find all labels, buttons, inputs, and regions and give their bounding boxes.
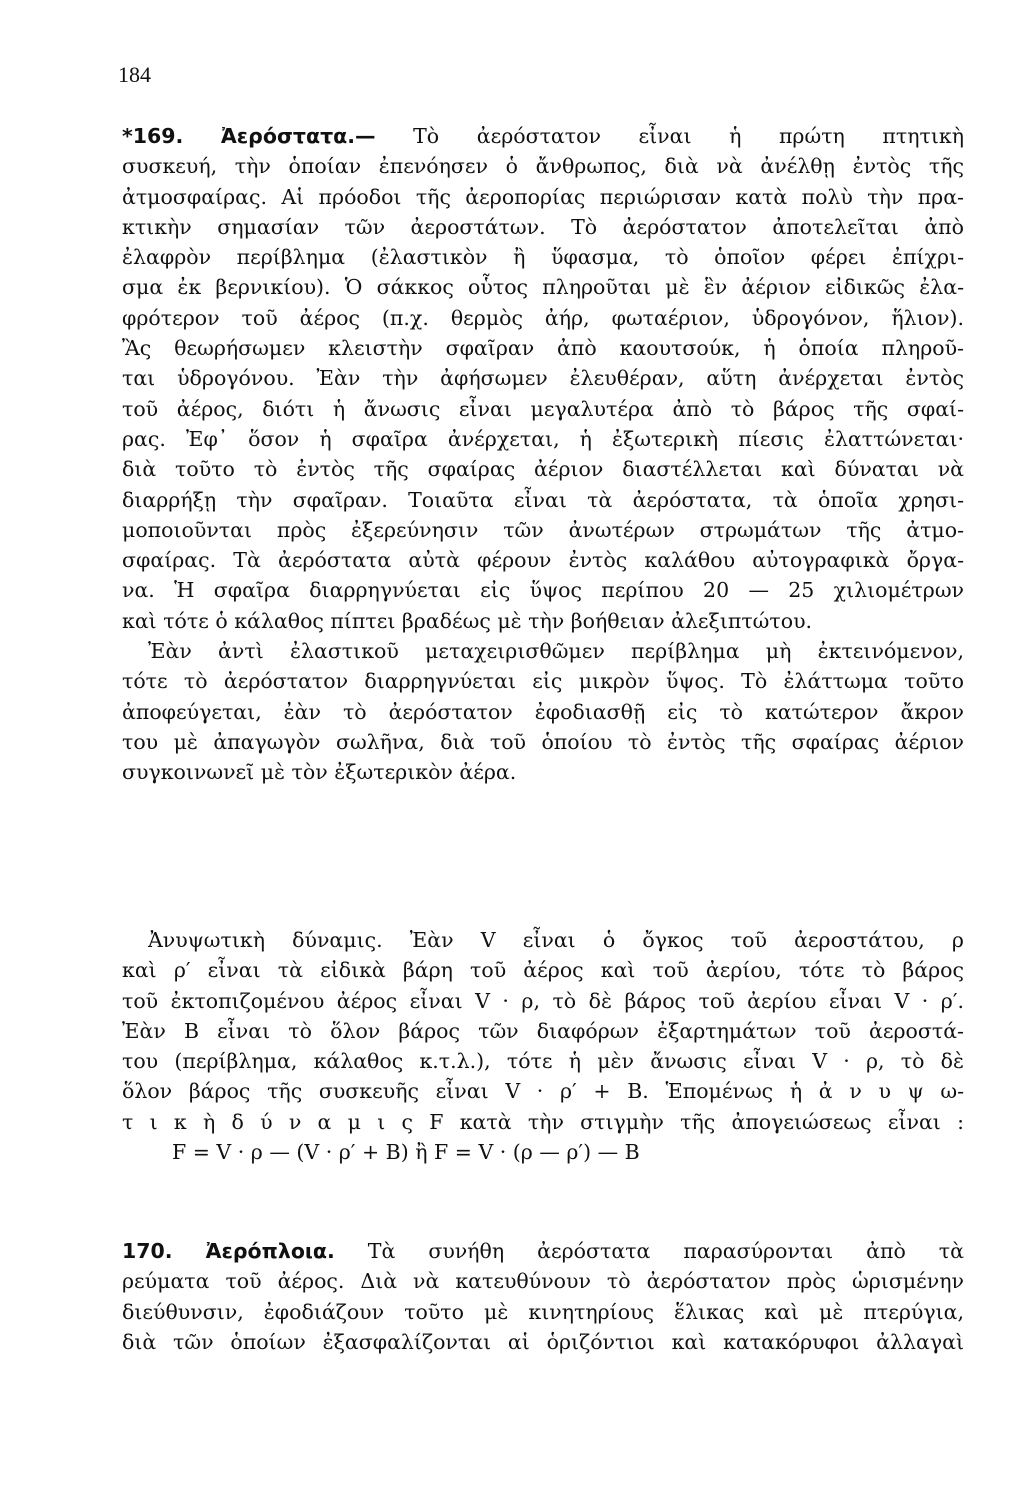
section-170 bbox=[122, 1236, 964, 1357]
text-line: του μὲ ἀπαγωγὸν σωλῆνα, διὰ τοῦ ὁποίου τὸ ἐντὸς τῆς σφαίρας ἀέριον bbox=[122, 729, 964, 754]
section-169-title: Ἀερόστατα.— bbox=[220, 124, 376, 148]
section-169 bbox=[122, 121, 964, 788]
text-line: ἀτμοσφαίρας. Αἱ πρόοδοι τῆς ἀεροπορίας περιώρισαν κατὰ πολὺ τὴν πρα- bbox=[122, 184, 964, 209]
section-169-number: *169. bbox=[122, 124, 184, 148]
text-line: τότε τὸ ἀερόστατον διαρρηγνύεται εἰς μικρὸν ὕψος. Τὸ ἐλάττωμα τοῦτο bbox=[122, 669, 964, 694]
section-169-heading-line bbox=[122, 121, 964, 151]
text-line: Ἐὰν B εἶναι τὸ ὅλον βάρος τῶν διαφόρων ἐξαρτημάτων τοῦ ἀεροστά- bbox=[122, 1018, 964, 1043]
text-line: Ἐὰν ἀντὶ ἐλαστικοῦ μεταχειρισθῶμεν περίβλημα μὴ ἐκτεινόμενον, bbox=[148, 639, 964, 664]
text-line: ται ὑδρογόνου. Ἐὰν τὴν ἀφήσωμεν ἐλευθέραν, αὕτη ἀνέρχεται ἐντὸς bbox=[122, 366, 964, 391]
text-line: του (περίβλημα, κάλαθος κ.τ.λ.), τότε ἡ μὲν ἄνωσις εἶναι V · ρ, τὸ δὲ bbox=[122, 1049, 964, 1074]
text-line: τοῦ ἐκτοπιζομένου ἀέρος εἶναι V · ρ, τὸ δὲ βάρος τοῦ ἀερίου εἶναι V · ρ′. bbox=[122, 988, 964, 1013]
text-line: καὶ τότε ὁ κάλαθος πίπτει βραδέως μὲ τὴν βοήθειαν ἀλεξιπτώτου. bbox=[122, 608, 813, 633]
text-line: σμα ἐκ βερνικίου). Ὁ σάκκος οὗτος πληροῦται μὲ ἓν ἀέριον εἰδικῶς ἐλα- bbox=[122, 275, 964, 300]
page-number: 184 bbox=[118, 62, 151, 87]
text-line: ἀποφεύγεται, ἐὰν τὸ ἀερόστατον ἐφοδιασθῇ εἰς τὸ κατώτερον ἄκρον bbox=[122, 699, 964, 724]
text-line: καὶ ρ′ εἶναι τὰ εἰδικὰ βάρη τοῦ ἀέρος καὶ τοῦ ἀερίου, τότε τὸ βάρος bbox=[122, 958, 964, 983]
text-line: μοποιοῦνται πρὸς ἐξερεύνησιν τῶν ἀνωτέρων στρωμάτων τῆς ἀτμο- bbox=[122, 517, 964, 542]
text-line: τοῦ ἀέρος, διότι ἡ ἄνωσις εἶναι μεγαλυτέρα ἀπὸ τὸ βάρος τῆς σφαί- bbox=[122, 396, 964, 421]
text-line: Ἀνυψωτικὴ δύναμις. Ἐὰν V εἶναι ὁ ὄγκος τοῦ ἀεροστάτου, ρ bbox=[148, 928, 964, 952]
text-line: τ ι κ ὴ δ ύ ν α μ ι ς F κατὰ τὴν στιγμὴν τῆς ἀπογειώσεως εἶναι : bbox=[122, 1109, 964, 1134]
text-line: να. Ἡ σφαῖρα διαρρηγνύεται εἰς ὕψος περίπου 20 — 25 χιλιομέτρων bbox=[122, 578, 964, 603]
text-line: διὰ τῶν ὁποίων ἐξασφαλίζονται αἱ ὁριζόντιοι καὶ κατακόρυφοι ἀλλαγαὶ bbox=[122, 1329, 964, 1354]
text-line: ρεύματα τοῦ ἀέρος. Διὰ νὰ κατευθύνουν τὸ ἀερόστατον πρὸς ὡρισμένην bbox=[122, 1269, 964, 1294]
formula: F = V · ρ — (V · ρ′ + B) ἢ F = V · (ρ — ρ′) — B bbox=[172, 1140, 640, 1165]
section-170-heading-line bbox=[122, 1236, 964, 1266]
text-line: ρας. Ἐφ᾽ ὅσον ἡ σφαῖρα ἀνέρχεται, ἡ ἐξωτερικὴ πίεσις ἐλαττώνεται· bbox=[122, 426, 964, 451]
text-line: Ἂς θεωρήσωμεν κλειστὴν σφαῖραν ἀπὸ καουτσούκ, ἡ ὁποία πληροῦ- bbox=[122, 336, 964, 361]
text-line: σφαίρας. Τὰ ἀερόστατα αὐτὰ φέρουν ἐντὸς καλάθου αὐτογραφικὰ ὄργα- bbox=[122, 548, 964, 573]
section-170-title: Ἀερόπλοια. bbox=[205, 1239, 335, 1263]
section-170-number: 170. bbox=[122, 1239, 173, 1263]
text-line: συσκευή, τὴν ὁποίαν ἐπενόησεν ὁ ἄνθρωπος, διὰ νὰ ἀνέλθῃ ἐντὸς τῆς bbox=[122, 154, 964, 179]
text-line: διὰ τοῦτο τὸ ἐντὸς τῆς σφαίρας ἀέριον διαστέλλεται καὶ δύναται νὰ bbox=[122, 457, 964, 482]
buoyancy-paragraph bbox=[122, 925, 964, 1167]
text-line: κτικὴν σημασίαν τῶν ἀεροστάτων. Τὸ ἀερόστατον ἀποτελεῖται ἀπὸ bbox=[122, 214, 964, 239]
text-line: διαρρήξῃ τὴν σφαῖραν. Τοιαῦτα εἶναι τὰ ἀερόστατα, τὰ ὁποῖα χρησι- bbox=[122, 487, 964, 512]
text-line: διεύθυνσιν, ἐφοδιάζουν τοῦτο μὲ κινητηρίους ἕλικας καὶ μὲ πτερύγια, bbox=[122, 1299, 964, 1324]
text-line: ἐλαφρὸν περίβλημα (ἐλαστικὸν ἢ ὕφασμα, τὸ ὁποῖον φέρει ἐπίχρι- bbox=[122, 245, 964, 270]
text-line: Τὰ συνήθη ἀερόστατα παρασύρονται ἀπὸ τὰ bbox=[367, 1239, 964, 1263]
text-line: ὅλον βάρος τῆς συσκευῆς εἶναι V · ρ′ + B. Ἑπομένως ἡ ἀ ν υ ψ ω- bbox=[122, 1079, 964, 1104]
text-line: συγκοινωνεῖ μὲ τὸν ἐξωτερικὸν ἀέρα. bbox=[122, 760, 517, 785]
text-line: Τὸ ἀερόστατον εἶναι ἡ πρώτη πτητικὴ bbox=[413, 124, 964, 148]
text-line: φρότερον τοῦ ἀέρος (π.χ. θερμὸς ἀήρ, φωταέριον, ὑδρογόνον, ἥλιον). bbox=[122, 305, 964, 330]
